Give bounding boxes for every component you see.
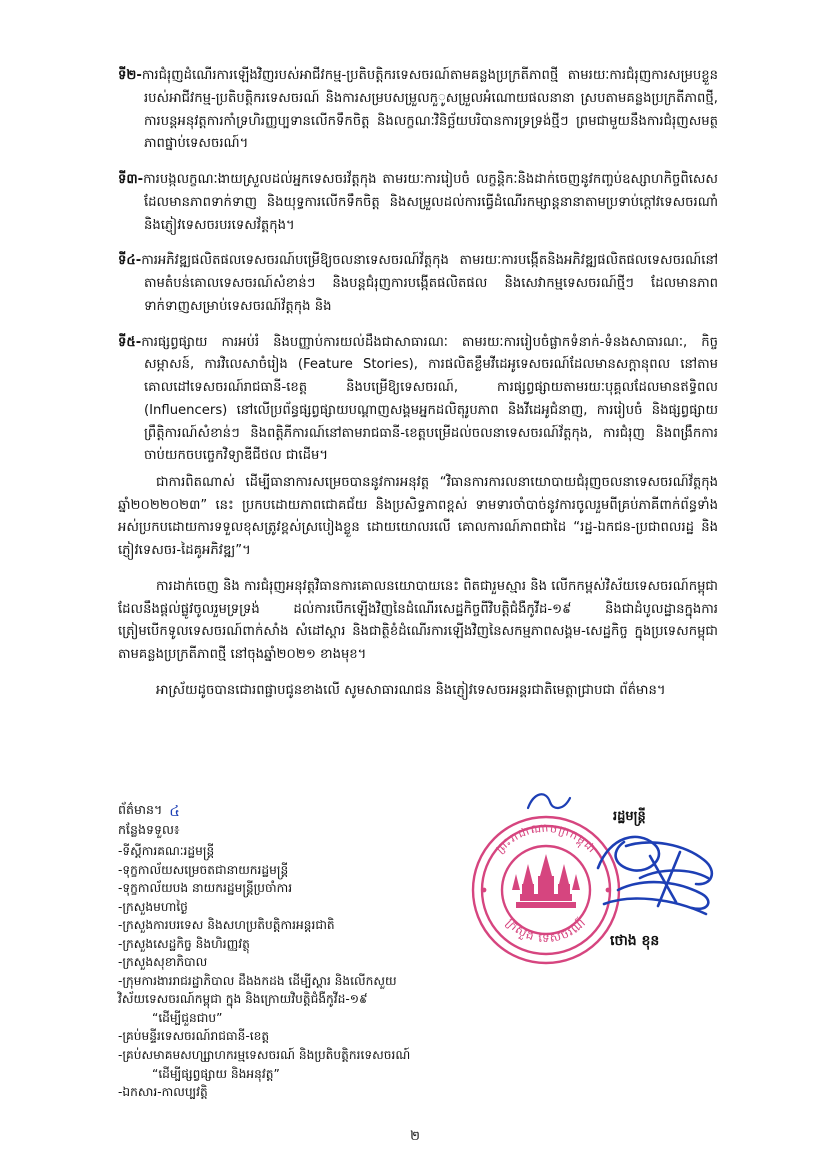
- noted-label: ព័ត៌មាន។: [118, 802, 163, 817]
- handwritten-signature: [580, 816, 760, 946]
- page-number: ២: [410, 1129, 420, 1144]
- paragraph-implementation: [118, 576, 718, 667]
- paragraph-text: ការដាក់ចេញ និង ការជំរុញអនុវត្តវិធានការគោលនយោបាយនេះ ពិតជារួមស្មារ និង លើកកម្ពស់វិស័យទេសចរណ៍កម្ពុជា ដែលនឹងផ្ដល់ផ្លូវចូលរួមទ្រទ្រង់ ដល់ការបើកឡើងវិញនៃដំណើរសេដ្ឋកិច្ចពីវិបត្តិជំងឺកូវីដ-១៩ និងជាដំបូលដ្ឋានក្នុងការត្រៀមបើកទូលទេសចរណ៍ពាក់សាំង សំដៅស្ដារ និងជាត្ថិខំដំណើរការឡើងវិញនៃសកម្មភាពសង្គម-សេដ្ឋកិច្ច ក្នុងប្រទេសកម្ពុជា តាមគន្លងប្រក្រតីភាពថ្មី នៅចុងឆ្នាំ២០២១ ខាងមុខ។: [118, 579, 718, 663]
- paragraph-text: ជាការពិតណាស់ ដើម្បីធានាការសម្រេចបាននូវការអនុវត្ត “វិធានការការលនាយោបាយជំរុញចលនាទេសចរណ៍វ័ត្តកុង ឆ្នាំ២០២២០២៣” នេះ ប្រកបដោយភាពជោគជ័យ និងប្រសិទ្ធភាពខ្ពស់ ទាមទារចាំបាច់នូវការចូលរួមពីគ្រប់ភាគីពាក់ព័ន្ធទាំងអស់ប្រកបដោយការទទួលខុសត្រូវខ្ពស់ស្របៀងខ្លួន ដោយយោលរលើ គោលការណ៍ភាពជាដៃ “រដ្ឋ-ឯកជន-ប្រជាពលរដ្ឋ និងភ្ញៀវទេសចរ-ដៃគូអភិវឌ្ឍ”។: [118, 475, 718, 559]
- list-item-note: “ដើម្បីផ្សព្វផ្សាយ និងអនុវត្ត”: [152, 1066, 280, 1081]
- paragraph-item-3: [118, 169, 718, 237]
- handwritten-mark: ៤: [169, 802, 180, 820]
- minister-title: រដ្ឋមន្ត្រី: [613, 809, 646, 824]
- cc-title: កន្លែងទទួល៖: [118, 822, 180, 837]
- paragraph-closing: [118, 680, 718, 703]
- list-item: -ក្រុមការងាររាជរដ្ឋាភិបាល ដឹងងកដង ដើម្បីស្ដារ និងលើកសួយ: [118, 973, 397, 988]
- list-item: -ក្រសួងមហាថ្ងៃ: [118, 899, 188, 914]
- list-item: -គ្រប់សមាគមសហ្ស្សាហករម្មទេសចរណ៍ និងប្រតិបត្តិករទេសចរណ៍: [118, 1048, 411, 1063]
- paragraph-text: ការជំរុញដំណើរការឡើងវិញរបស់អាជីវកម្ម-ប្រតិបត្តិករទេសចរណ៍តាមគន្លងប្រក្រតីភាពថ្មី តាមរយៈការជំរុញការសម្របខ្លួនរបស់អាជីវកម្ម-ប្រតិបត្តិករទេសចរណ៍ និងការសម្របសម្រួលកួូសម្រួលអំណោយផលនានា ស្របតាមគន្លងប្រក្រតីភាពថ្មី, ការបន្តអនុវត្តការកាំទ្រហិរញ្ញប្បទានលើកទឹកចិត្ត និងលក្ខណៈវិនិច្ឆ័យបរិបានការទ្រទ្រង់ថ្មីៗ ព្រមជាមួយនឹងការជំរុញសមត្ថភាពផ្នាប់ទេសចរណ៍។: [141, 68, 718, 152]
- svg-text:ព្រះរាជាណាចក្រកម្ពុជា: ព្រះរាជាណាចក្រកម្ពុជា: [492, 820, 600, 856]
- paragraph-text: អាស្រ័យដូចបានជោរពផ្ជាបជូនខាងលើ សូមសាធារណជន និងភ្ញៀវទេសចរអន្តរជាតិមេត្តាជ្រាបជា ព័ត៌មាន។: [156, 683, 666, 698]
- minister-name: ថោង ខុន: [610, 933, 660, 949]
- list-item: -ឯកសារ-កាលប្បវត្តិ: [118, 1085, 208, 1100]
- list-item: -ទុក្ខកាល័យសម្រេចតជានាយករដ្ឋមន្ត្រី: [118, 862, 289, 877]
- list-item: -គ្រប់មន្ទីរទេសចរណ៍រាជធានី-ខេត្ត: [118, 1029, 270, 1044]
- list-item: -ទុក្ខកាល័យបង នាយករដ្ឋមន្ត្រីប្រចាំការ: [118, 881, 293, 896]
- paragraph-item-4: [118, 250, 718, 318]
- paragraph-lead: ទី៣-: [118, 172, 144, 188]
- svg-text:ក្រសួង ទេសចរណ៍: ក្រសួង ទេសចរណ៍: [503, 915, 589, 946]
- handwritten-initial: [520, 786, 580, 816]
- paragraph-text: ការអភិវឌ្ឍផលិតផលទេសចរណ៍បម្រើឱ្យចលនាទេសចរណ៍វ័ត្តកុង តាមរយៈការបង្កើតនិងអភិវឌ្ឍផលិតផលទេសចរណ៍នៅតាមតំបន់គោលទេសចរណ៍សំខាន់ៗ និងបន្តជំរុញការបង្កើតផលិតផល និងសេវាកម្មទេសចរណ៍ថ្មីៗ ដែលមានភាពទាក់ទាញសម្រាប់ទេសចរណ៍វ័ត្តកុង និង: [141, 253, 718, 314]
- list-item: -ក្រសួងសុខាភិបាល: [118, 955, 208, 970]
- list-item-note: “ដើម្បីជួនជាប”: [152, 1010, 223, 1025]
- list-item: វិស័យទេសចរណ៍កម្ពុជា ក្នុង និងក្រោយវិបត្តិជំងឺកូវីដ-១៩: [118, 992, 368, 1007]
- list-item: -ក្រសួងការបរទេស និងសហប្រតិបត្តិការអន្តរជាតិ: [118, 918, 335, 933]
- list-item: -ទីស្ដីការគណៈរដ្ឋមន្ត្រី: [118, 844, 215, 858]
- paragraph-policy-measures: [118, 472, 718, 563]
- paragraph-text: ការផ្សព្វផ្សាយ ការអប់រំ និងបញ្ញាប់ការយល់ដឹងជាសាធារណៈ តាមរយៈការរៀបចំផ្លាកទំនាក់-ទំនងសាធារណៈ, កិច្ចសម្ភាសន៍, ការវិលេសាចំរៀង (Feature Stories), ការផលិតខ្លឹមវីដេអូទេសចរណ៍ដែលមានសក្តានុពល នៅតាមគោលដៅទេសចរណ៍រាជធានី-ខេត្ត និងបម្រើឱ្យទេសចរណ៍, ការផ្សព្វផ្សាយតាមរយៈបុគ្គលដែលមានឥទ្ធិពល (Influencers) នៅលើប្រព័ន្ធផ្សព្វផ្សាយបណ្ដាញសង្គមអ្នកដលិតុរូបភាព និងវីដេអូជំនាញ, ការរៀបចំ និងផ្សព្វផ្សាយព្រឹត្តិការណ៍សំខាន់ៗ និងពត្តិភីការណ៍នៅតាមរាជធានី-ខេត្តបម្រើដល់ចលនាទេសចរណ៍វ័ត្តកុង, ការជំរុញ និងពង្រឹកការចាប់យកចបច្ចេកវិទ្យាឌីជីថល ជាដើម។: [141, 334, 718, 464]
- signature-area: [430, 786, 760, 1006]
- paragraph-item-2: [118, 65, 718, 156]
- paragraph-item-5: [118, 332, 718, 468]
- paragraph-lead: ទី៥-: [118, 334, 142, 350]
- paragraph-lead: ទី២-: [118, 68, 142, 84]
- paragraph-lead: ទី៤-: [118, 253, 142, 269]
- list-item: -ក្រសួងសេដ្ឋកិច្ច និងហិរញ្ញវត្ថុ: [118, 936, 250, 951]
- paragraph-text: ការបង្កលក្ខណៈងាយស្រួលដល់អ្នកទេសចរវ័ត្តកុង តាមរយៈការរៀបចំ លក្ខន្តិកៈនិងដាក់ចេញនូវកញ្ចប់ឧស្សាហកិច្ចពិសេសដែលមានភាពទាក់ទាញ និងយុទ្ធការលើកទឹកចិត្ត និងសម្រួលដល់ការធ្វើដំណើរកម្សាន្តនានាតាមប្រទាប់ក្តៅវទេសចរណាំ និងភ្ញៀវទេសចរបរទេសវ័ត្តកុង។: [143, 172, 718, 233]
- document-body: [118, 52, 718, 705]
